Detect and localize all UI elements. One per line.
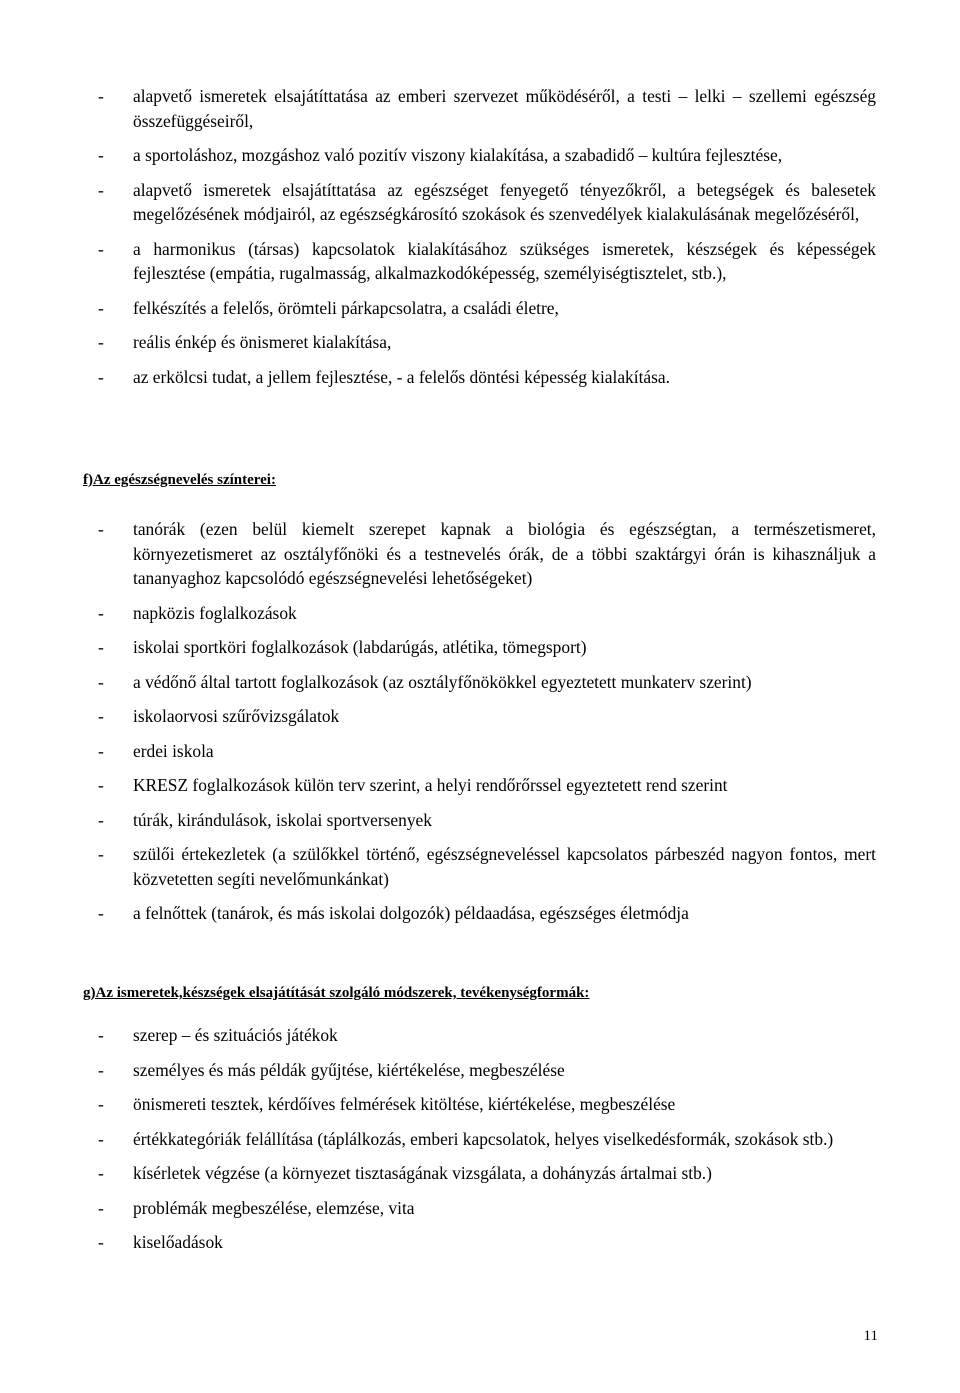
bullet-dash: -	[98, 809, 104, 830]
bullet-dash: -	[98, 1163, 104, 1183]
list-item: - szülői értekezletek (a szülőkkel történő, egészségneveléssel kapcsolatos párbeszéd nagyon fontos, mert közvetetten segíti nevelőmunkánkat)	[98, 844, 876, 889]
bullet-dash: -	[98, 637, 104, 657]
health-settings-list	[95, 517, 876, 926]
list-item: - szerep – és szituációs játékok	[95, 1023, 876, 1048]
list-item: - alapvető ismeretek elsajátíttatása az egészséget fenyegető tényezőkről, a betegségek és balesetek megelőzésének módjairól, az egészségkárosító szokások és szenvedélyek kialakulásának megelőzéséről,	[98, 179, 876, 224]
bullet-dash: -	[98, 1059, 104, 1080]
bullet-dash: -	[98, 844, 104, 864]
bullet-dash: -	[98, 297, 104, 318]
methods-list	[95, 1023, 876, 1255]
list-item: - erdei iskola	[95, 739, 876, 764]
bullet-dash: -	[98, 1232, 104, 1252]
list-item: - felkészítés a felelős, örömteli párkapcsolatra, a családi életre,	[95, 296, 876, 321]
bullet-dash: -	[98, 86, 104, 106]
bullet-dash: -	[98, 706, 104, 726]
list-item: - a harmonikus (társas) kapcsolatok kialakításához szükséges ismeretek, készségek és képességek fejlesztése (empátia, rugalmasság, alkalmazkodóképesség, személyiségtisztelet, stb.),	[98, 238, 876, 283]
list-item: - a védőnő által tartott foglalkozások (az osztályfőnökökkel egyeztetett munkaterv szerint)	[95, 670, 876, 695]
bullet-dash: -	[98, 903, 104, 923]
list-item: - az erkölcsi tudat, a jellem fejlesztése, - a felelős döntési képesség kialakítása.	[95, 365, 876, 390]
list-item: - tanórák (ezen belül kiemelt szerepet kapnak a biológia és egészségtan, a természetismeret, környezetismeret az osztályfőnöki és a testnevelés órák, de a többi szaktárgyi órán is kihasználjuk a tananyaghoz kapcsolódó egészségnevelési lehetőségeket)	[98, 519, 876, 588]
list-item: - problémák megbeszélése, elemzése, vita	[95, 1196, 876, 1221]
bullet-dash: -	[98, 1094, 104, 1114]
list-item: - napközis foglalkozások	[95, 601, 876, 626]
list-item: - a sportoláshoz, mozgáshoz való pozitív viszony kialakítása, a szabadidő – kultúra fejlesztése,	[95, 143, 876, 168]
list-item: - értékkategóriák felállítása (táplálkozás, emberi kapcsolatok, helyes viselkedésformák, szokások stb.)	[95, 1127, 876, 1152]
bullet-dash: -	[98, 145, 104, 165]
bullet-dash: -	[98, 1025, 104, 1045]
section-heading-f: f)Az egészségnevelés színterei:	[83, 472, 276, 488]
list-item: - személyes és más példák gyűjtése, kiértékelése, megbeszélése	[95, 1058, 876, 1083]
bullet-dash: -	[98, 519, 104, 539]
bullet-dash: -	[98, 740, 104, 761]
bullet-dash: -	[98, 1128, 104, 1149]
list-item: - kísérletek végzése (a környezet tisztaságának vizsgálata, a dohányzás ártalmai stb.)	[95, 1161, 876, 1186]
list-item: - KRESZ foglalkozások külön terv szerint, a helyi rendőrőrssel egyeztetett rend szerint	[95, 773, 876, 798]
bullet-dash: -	[98, 1197, 104, 1218]
list-item: - a felnőttek (tanárok, és más iskolai dolgozók) példaadása, egészséges életmódja	[95, 901, 876, 926]
page-number: 11	[863, 1328, 878, 1344]
bullet-dash: -	[98, 366, 104, 387]
list-item: - alapvető ismeretek elsajátíttatása az emberi szervezet működéséről, a testi – lelki – szellemi egészség összefüggéseiről,	[98, 86, 876, 131]
list-item: - iskolaorvosi szűrővizsgálatok	[95, 704, 876, 729]
section-heading-g: g)Az ismeretek,készségek elsajátítását szolgáló módszerek, tevékenységformák:	[83, 985, 590, 1001]
bullet-dash: -	[98, 775, 104, 795]
bullet-dash: -	[98, 332, 104, 352]
list-item: - iskolai sportköri foglalkozások (labdarúgás, atlétika, tömegsport)	[95, 635, 876, 660]
list-item: - önismereti tesztek, kérdőíves felmérések kitöltése, kiértékelése, megbeszélése	[95, 1092, 876, 1117]
bullet-dash: -	[98, 179, 104, 200]
health-goals-list	[95, 84, 876, 389]
bullet-dash: -	[98, 602, 104, 623]
list-item: - kiselőadások	[95, 1230, 876, 1255]
bullet-dash: -	[98, 238, 104, 259]
list-item: - reális énkép és önismeret kialakítása,	[95, 330, 876, 355]
bullet-dash: -	[98, 671, 104, 692]
list-item: - túrák, kirándulások, iskolai sportversenyek	[95, 808, 876, 833]
